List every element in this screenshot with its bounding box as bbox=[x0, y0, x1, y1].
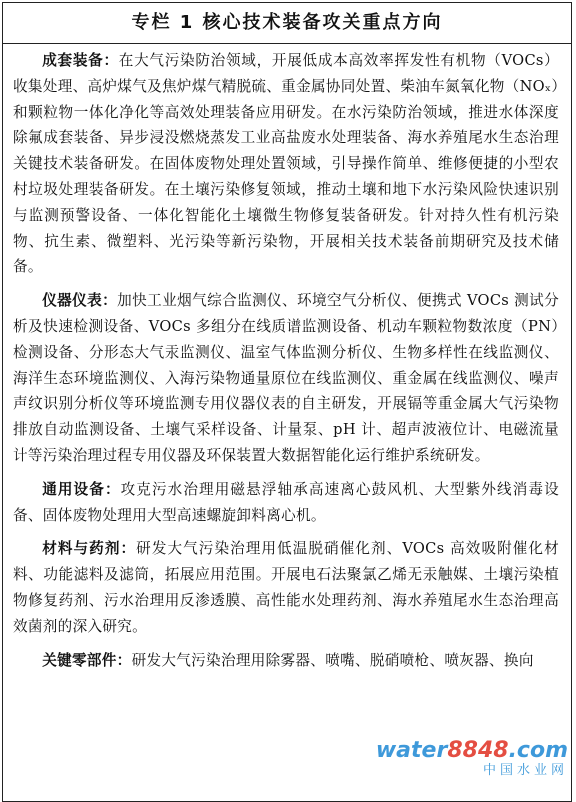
section-general-equipment bbox=[13, 477, 559, 529]
section-heading: 成套装备 bbox=[42, 52, 104, 69]
section-heading: 关键零部件 bbox=[42, 651, 117, 669]
section-separator: ： bbox=[116, 651, 132, 669]
section-text: 攻克污水治理用磁悬浮轴承高速离心鼓风机、大型紫外线消毒设备、固体废物处理用大型高速螺旋卸料离心机。 bbox=[13, 480, 559, 524]
watermark-part1: water bbox=[375, 738, 448, 763]
watermark-wordmark bbox=[376, 740, 568, 762]
box-title: 专栏 1 核心技术装备攻关重点方向 bbox=[3, 3, 571, 44]
section-text: 加快工业烟气综合监测仪、环境空气分析仪、便携式 VOCs 测试分析及快速检测设备、VOCs 多组分在线质谱监测设备、机动车颗粒物数浓度（PN）检测设备、分形态大气汞监测仪、温室气体监测分析仪、生物多样性在线监测仪、海洋生态环境监测仪、入海污染物通量原位在线监测仪、重金属在线监测仪、噪声声纹识别分析仪等环境监测专用仪器仪表的自主研发，开展镉等重金属大气污染物排放自动监测设备、土壤气采样设备、计量泵、pH 计、超声波液位计、电磁流量计等污染治理过程专用仪器及环保装置大数据智能化运行维护系统研发。 bbox=[13, 292, 559, 464]
section-separator: ： bbox=[103, 52, 119, 69]
box-content bbox=[3, 44, 571, 673]
watermark-logo bbox=[376, 740, 568, 777]
section-instruments bbox=[13, 288, 559, 469]
section-materials bbox=[13, 536, 559, 639]
section-heading: 材料与药剂 bbox=[42, 540, 121, 558]
watermark-part2: 8848 bbox=[447, 738, 509, 763]
section-heading: 通用设备 bbox=[42, 480, 105, 498]
section-key-parts bbox=[13, 648, 559, 674]
section-separator: ： bbox=[120, 540, 137, 558]
section-heading: 仪器仪表 bbox=[42, 292, 103, 310]
watermark-suffix: .com bbox=[508, 738, 568, 763]
section-separator: ： bbox=[102, 292, 118, 310]
section-text: 研发大气污染治理用除雾器、喷嘴、脱硝喷枪、喷灰器、换向 bbox=[131, 651, 534, 669]
section-text: 研发大气污染治理用低温脱硝催化剂、VOCs 高效吸附催化材料、功能滤料及滤筒，拓展应用范围。开展电石法聚氯乙烯无汞触媒、土壤污染植物修复药剂、污水治理用反渗透膜、高性能水处理药剂、海水养殖尾水生态治理高效菌剂的深入研究。 bbox=[13, 540, 559, 635]
feature-box bbox=[2, 2, 572, 802]
watermark-subtitle: 中国水业网 bbox=[482, 763, 568, 778]
section-text: 在大气污染防治领域，开展低成本高效率挥发性有机物（VOCs）收集处理、高炉煤气及焦炉煤气精脱硫、重金属协同处置、柴油车氮氧化物（NOₓ）和颗粒物一体化净化等高效处理装备应用研发。在水污染防治领域，推进水体深度除氟成套装备、异步浸没燃烧蒸发工业高盐废水处理装备、海水养殖尾水生态治理关键技术装备研发。在固体废物处理处置领域，引导操作简单、维修便捷的小型农村垃圾处理装备研发。在土壤污染修复领域，推动土壤和地下水污染风险快速识别与监测预警设备、一体化智能化土壤微生物修复装备研发。针对持久性有机污染物、抗生素、微塑料、光污染等新污染物，开展相关技术装备前期研究及技术储备。 bbox=[13, 52, 560, 276]
section-separator: ： bbox=[104, 480, 121, 498]
section-complete-equipment bbox=[13, 48, 559, 280]
